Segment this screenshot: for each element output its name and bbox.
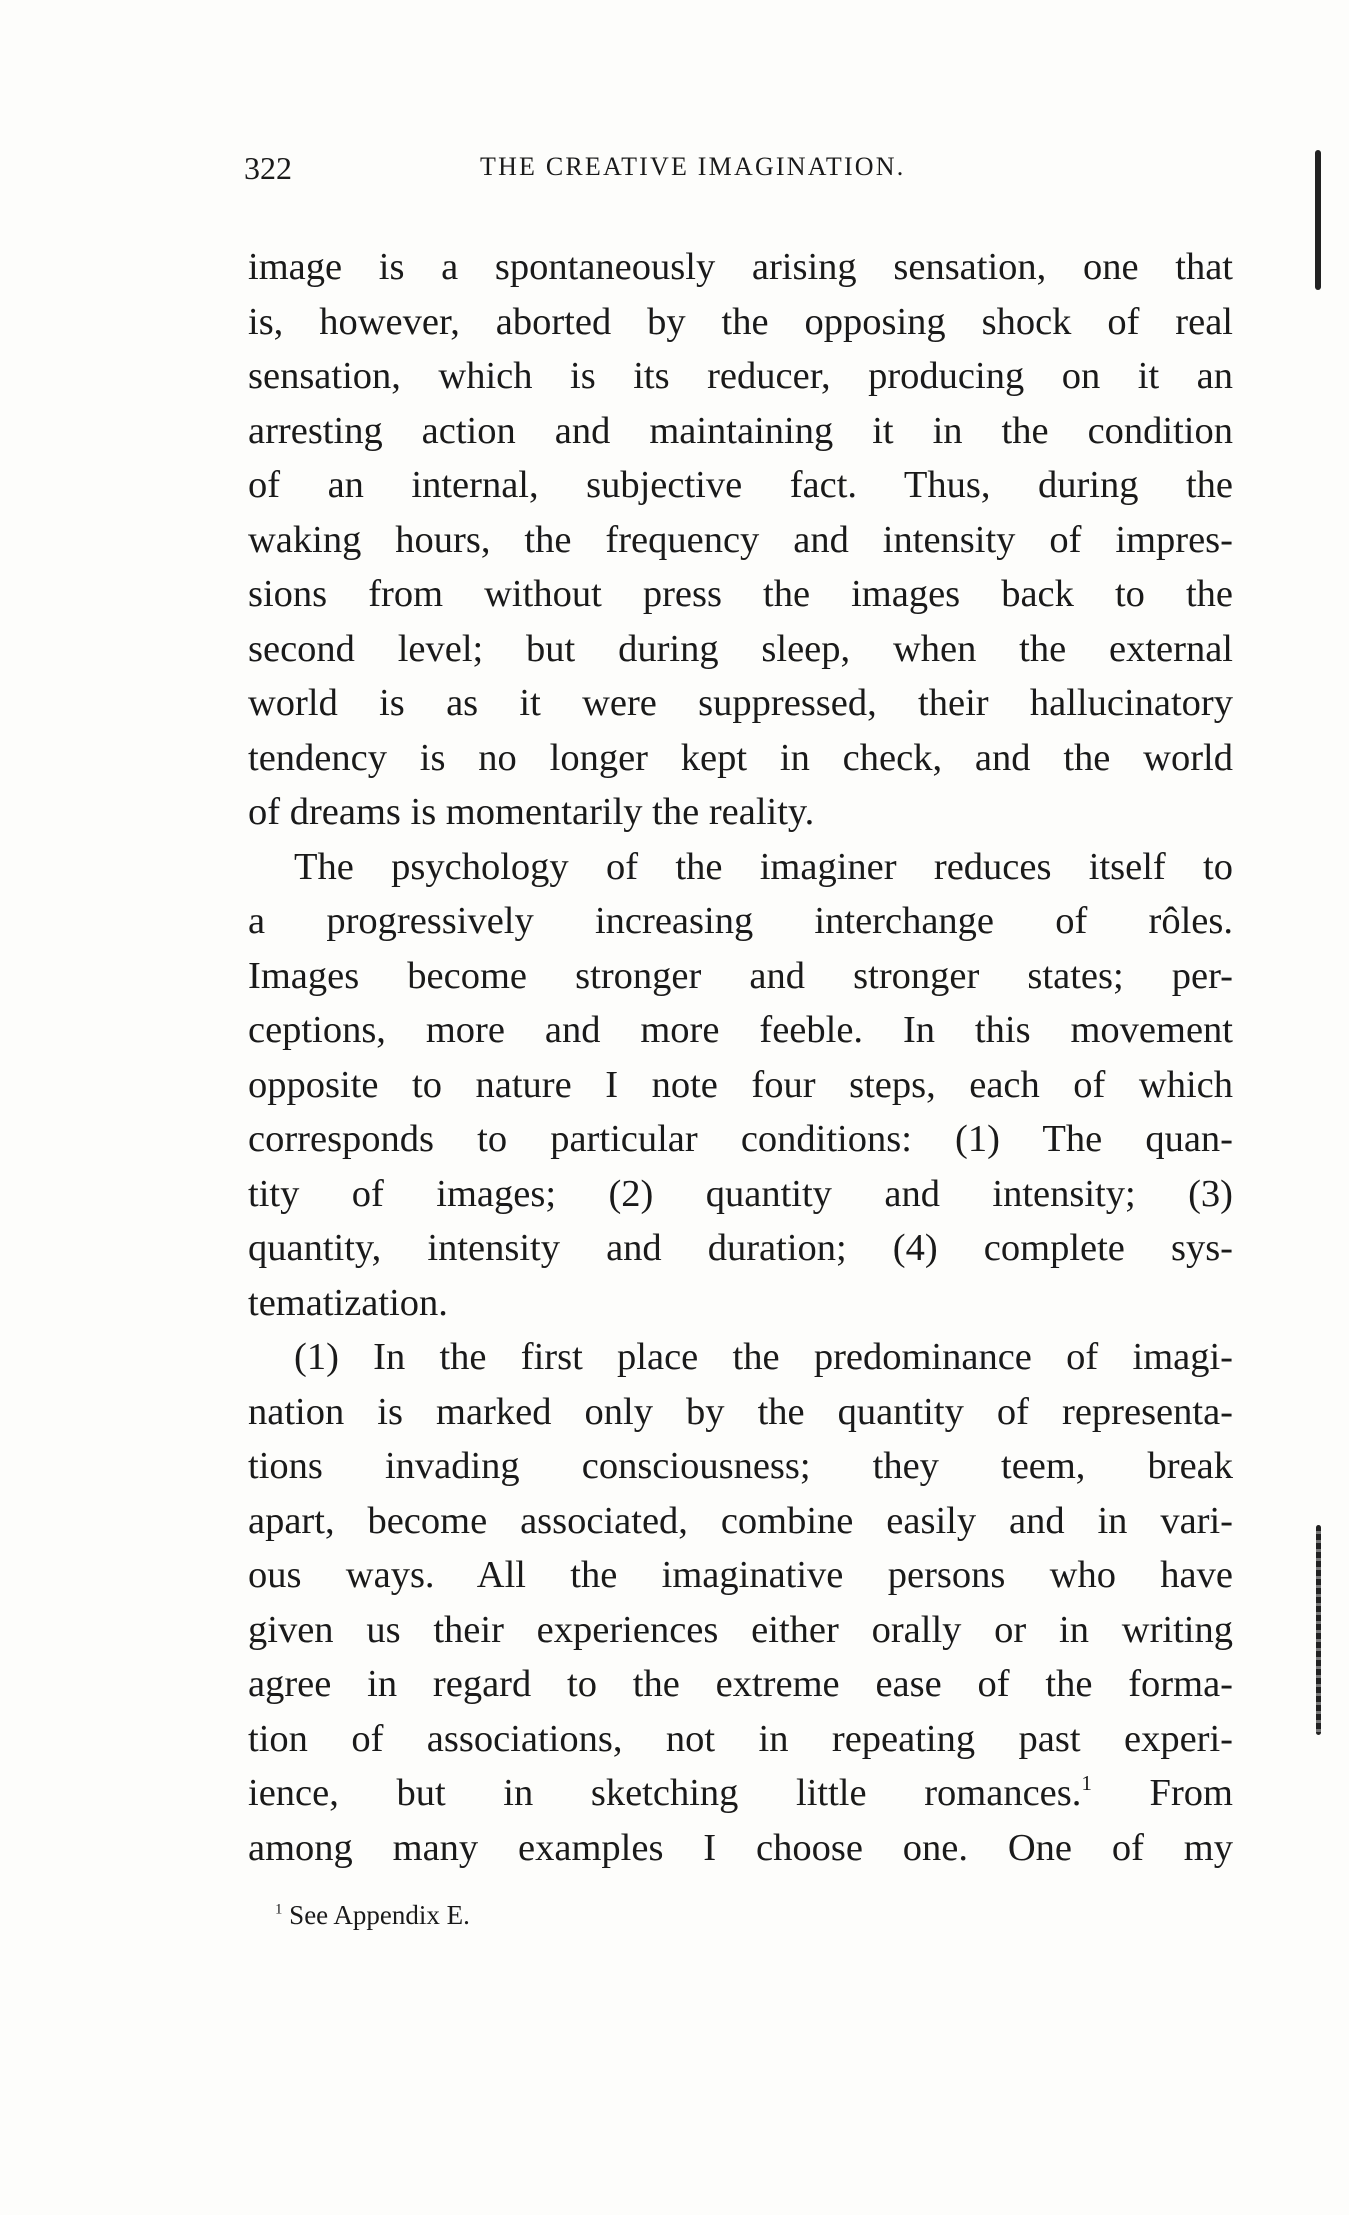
text-line: is, however, aborted by the opposing shock of real — [248, 300, 1233, 343]
text-line: corresponds to particular conditions: (1) The quan- — [248, 1118, 1233, 1160]
text-line: given us their experiences either orally or in writing — [248, 1608, 1233, 1651]
text-line: a progressively increasing interchange of rôles. — [248, 900, 1233, 942]
footnote-ref: 1 — [1081, 1771, 1092, 1796]
body-text — [248, 240, 1233, 1875]
text-line: tion of associations, not in repeating past experi- — [248, 1717, 1233, 1760]
text-line: ceptions, more and more feeble. In this movement — [248, 1009, 1233, 1051]
text-line: second level; but during sleep, when the external — [248, 627, 1233, 670]
text-line: Images become stronger and stronger states; per- — [248, 954, 1233, 997]
text-line: tions invading consciousness; they teem, break — [248, 1445, 1233, 1487]
footnote — [275, 1900, 470, 1931]
text-line: waking hours, the frequency and intensity of impres- — [248, 518, 1233, 561]
text-line: of an internal, subjective fact. Thus, during the — [248, 464, 1233, 506]
text-line: arresting action and maintaining it in the condition — [248, 409, 1233, 452]
text-line-tail: From — [1091, 1772, 1233, 1814]
text-line-with-note — [248, 1766, 1233, 1821]
text-line-main: ience, but in sketching little romances. — [248, 1772, 1082, 1814]
text-line: among many examples I choose one. One of my — [248, 1826, 1233, 1869]
footnote-marker: 1 — [275, 1901, 283, 1918]
text-line: apart, become associated, combine easily and in vari- — [248, 1499, 1233, 1542]
page-number: 322 — [244, 150, 292, 186]
text-line: ous ways. All the imaginative persons who have — [248, 1554, 1233, 1596]
footnote-text: See Appendix E. — [282, 1900, 470, 1930]
running-head: THE CREATIVE IMAGINATION. — [480, 152, 906, 181]
text-line: world is as it were suppressed, their hallucinatory — [248, 682, 1233, 724]
text-line: opposite to nature I note four steps, each of which — [248, 1063, 1233, 1106]
text-line: The psychology of the imaginer reduces itself to — [294, 845, 1233, 888]
page-header — [244, 150, 1224, 198]
text-line: (1) In the first place the predominance of imagi- — [294, 1336, 1233, 1378]
page-edge-mark — [1316, 1525, 1321, 1735]
text-line: agree in regard to the extreme ease of the forma- — [248, 1663, 1233, 1705]
text-line: sions from without press the images back to the — [248, 573, 1233, 615]
text-line: tendency is no longer kept in check, and the world — [248, 736, 1233, 779]
text-line: nation is marked only by the quantity of representa- — [248, 1390, 1233, 1433]
text-line: tematization. — [248, 1281, 448, 1324]
text-line: of dreams is momentarily the reality. — [248, 791, 815, 833]
text-line: sensation, which is its reducer, producing on it an — [248, 355, 1233, 397]
text-line: tity of images; (2) quantity and intensity; (3) — [248, 1172, 1233, 1215]
text-line: quantity, intensity and duration; (4) complete sys- — [248, 1227, 1233, 1269]
page-edge-mark — [1315, 150, 1321, 290]
text-line: image is a spontaneously arising sensation, one that — [248, 246, 1233, 288]
